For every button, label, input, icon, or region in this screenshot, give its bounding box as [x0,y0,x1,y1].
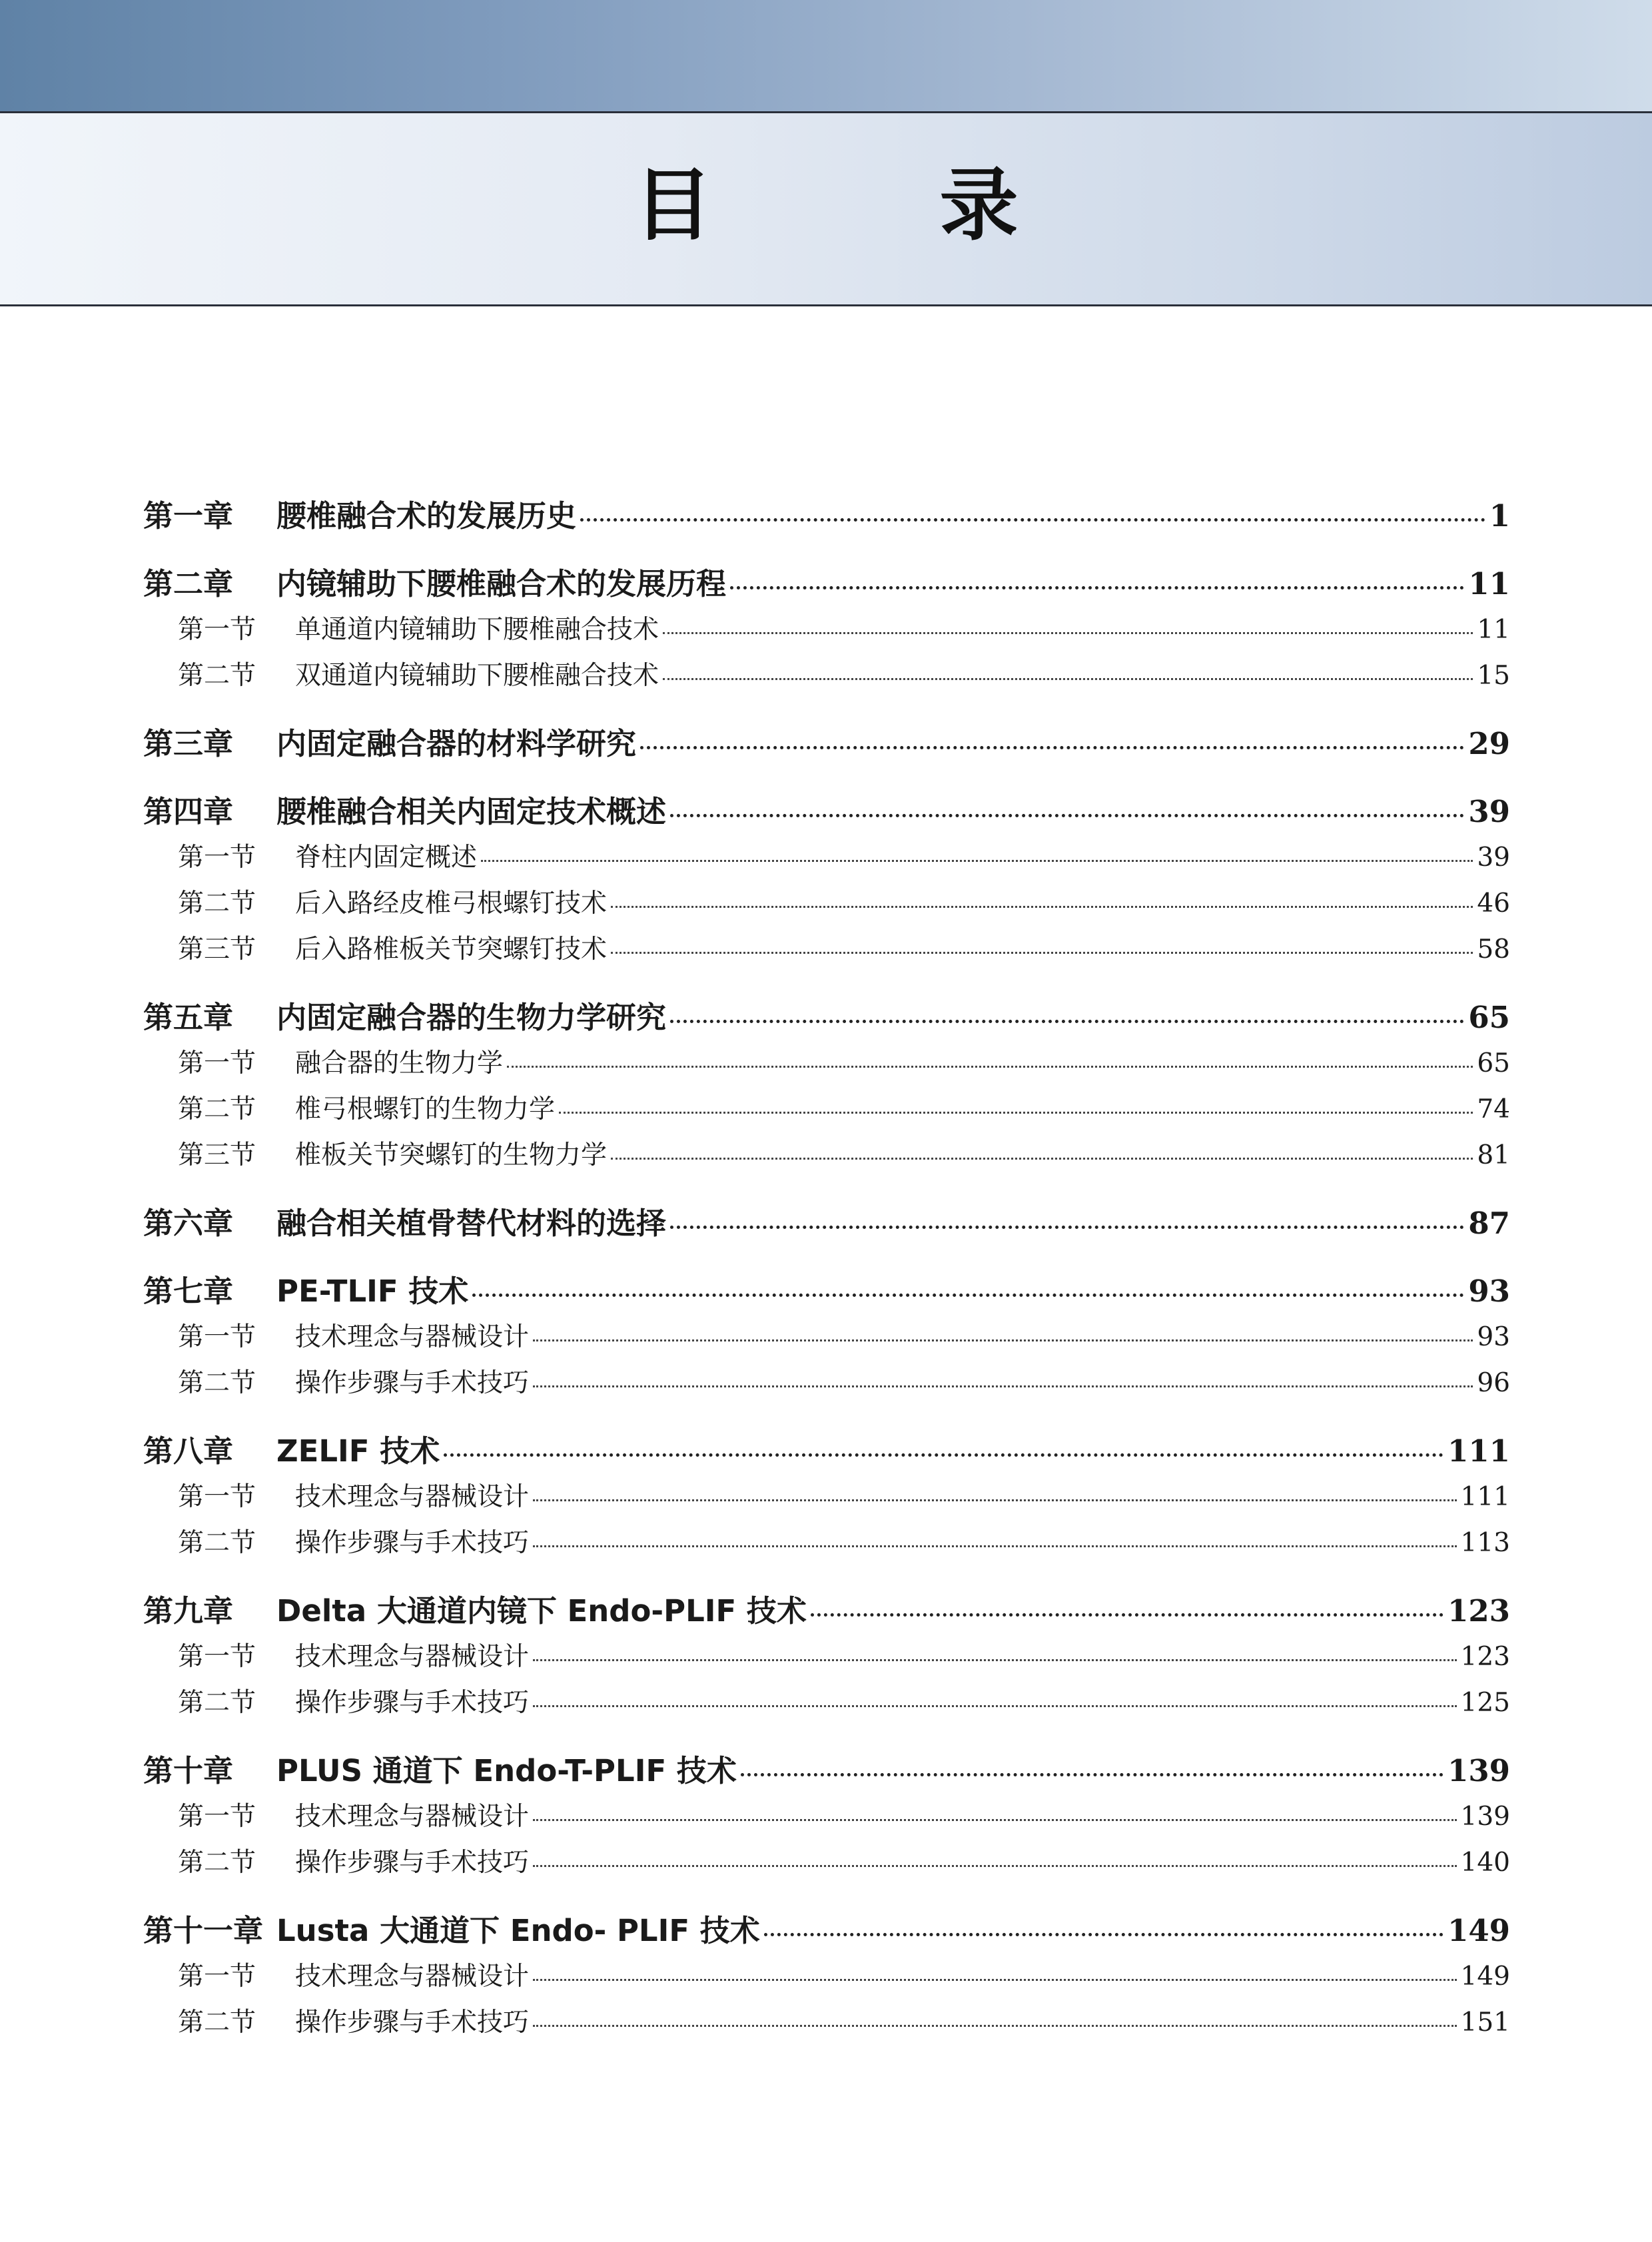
chapter-page-number: 29 [1468,726,1510,761]
section-number: 第二节 [178,1528,256,1558]
chapter-number: 第六章 [143,1206,234,1241]
header-color-band [0,0,1652,113]
dot-leader [611,1138,1473,1164]
section-number: 第二节 [178,1094,256,1124]
section-title: 操作步骤与手术技巧 [295,1848,530,1878]
dot-leader [611,932,1473,958]
section-number: 第一节 [178,1642,256,1672]
table-of-contents [143,493,1510,2046]
dot-leader [507,1046,1473,1072]
section-number: 第二节 [178,889,256,919]
toc-chapter-row[interactable] [143,1588,1510,1634]
section-page-number: 39 [1477,843,1510,873]
dot-leader [481,840,1473,866]
toc-chapter-row[interactable] [143,1200,1510,1246]
section-number: 第三节 [178,934,256,964]
chapter-title: 内固定融合器的生物力学研究 [276,1000,667,1035]
chapter-page-number: 111 [1447,1433,1510,1469]
section-page-number: 96 [1477,1368,1510,1398]
section-number: 第二节 [178,1688,256,1718]
chapter-number: 第一章 [143,498,234,534]
section-number: 第二节 [178,2008,256,2038]
dot-leader [533,1845,1457,1871]
toc-section-row[interactable] [143,1314,1510,1360]
section-number: 第二节 [178,1368,256,1398]
section-page-number: 125 [1460,1688,1510,1718]
section-number: 第二节 [178,661,256,691]
toc-section-row[interactable] [143,927,1510,972]
chapter-title: 腰椎融合相关内固定技术概述 [276,794,667,829]
chapter-title: 腰椎融合术的发展历史 [276,498,577,534]
section-page-number: 111 [1460,1482,1510,1512]
toc-chapter-row[interactable] [143,1908,1510,1954]
chapter-page-number: 65 [1468,1000,1510,1035]
dot-leader [533,2005,1457,2031]
dot-leader [764,1911,1444,1941]
section-title: 技术理念与器械设计 [295,1962,530,1992]
toc-chapter-row[interactable] [143,1748,1510,1794]
dot-leader [533,1319,1473,1345]
section-page-number: 140 [1460,1848,1510,1878]
toc-chapter-row[interactable] [143,994,1510,1040]
section-page-number: 113 [1460,1528,1510,1558]
dot-leader [533,1365,1473,1391]
toc-section-row[interactable] [143,1680,1510,1726]
section-number: 第二节 [178,1848,256,1878]
dot-leader [741,1751,1444,1781]
toc-section-row[interactable] [143,1954,1510,2000]
dot-leader [670,792,1464,822]
section-page-number: 93 [1477,1322,1510,1352]
section-page-number: 65 [1477,1048,1510,1078]
toc-chapter-row[interactable] [143,1428,1510,1474]
dot-leader [640,724,1464,754]
chapter-number: 第八章 [143,1433,234,1469]
chapter-number: 第五章 [143,1000,234,1035]
section-title: 技术理念与器械设计 [295,1642,530,1672]
section-title: 操作步骤与手术技巧 [295,1688,530,1718]
chapter-title: PE-TLIF 技术 [276,1274,469,1309]
chapter-page-number: 123 [1447,1593,1510,1629]
chapter-page-number: 149 [1447,1913,1510,1948]
chapter-title: Delta 大通道内镜下 Endo-PLIF 技术 [276,1593,807,1629]
dot-leader [611,886,1473,912]
toc-section-row[interactable] [143,1132,1510,1178]
section-title: 操作步骤与手术技巧 [295,1528,530,1558]
section-page-number: 81 [1477,1140,1510,1170]
toc-section-row[interactable] [143,1474,1510,1520]
dot-leader [533,1959,1457,1985]
section-title: 融合器的生物力学 [295,1048,504,1078]
section-title: 椎弓根螺钉的生物力学 [295,1094,556,1124]
toc-section-row[interactable] [143,835,1510,881]
dot-leader [533,1799,1457,1825]
section-number: 第一节 [178,1802,256,1832]
section-number: 第一节 [178,615,256,645]
chapter-number: 第九章 [143,1593,234,1629]
dot-leader [533,1685,1457,1711]
chapter-page-number: 39 [1468,794,1510,829]
chapter-title: 融合相关植骨替代材料的选择 [276,1206,667,1241]
chapter-page-number: 11 [1468,566,1510,601]
toc-section-row[interactable] [143,1360,1510,1406]
dot-leader [533,1479,1457,1505]
toc-section-row[interactable] [143,1794,1510,1840]
chapter-title: 内固定融合器的材料学研究 [276,726,637,761]
section-page-number: 74 [1477,1094,1510,1124]
dot-leader [730,564,1464,594]
chapter-title: ZELIF 技术 [276,1433,440,1469]
section-page-number: 123 [1460,1642,1510,1672]
section-title: 操作步骤与手术技巧 [295,1368,530,1398]
section-number: 第一节 [178,1962,256,1992]
toc-chapter-row[interactable] [143,721,1510,767]
section-page-number: 11 [1477,615,1510,645]
section-page-number: 46 [1477,889,1510,919]
dot-leader [559,1092,1473,1118]
page-title: 目 录 [633,159,1118,251]
section-page-number: 15 [1477,661,1510,691]
chapter-number: 第十一章 [143,1913,264,1948]
section-number: 第一节 [178,1482,256,1512]
dot-leader [580,496,1485,526]
toc-chapter-row[interactable] [143,1268,1510,1314]
dot-leader [533,1525,1457,1551]
dot-leader [472,1272,1464,1302]
section-title: 脊柱内固定概述 [295,843,478,873]
toc-section-row[interactable] [143,607,1510,653]
dot-leader [670,1204,1464,1234]
toc-section-row[interactable] [143,1634,1510,1680]
section-page-number: 151 [1460,2008,1510,2038]
section-title: 操作步骤与手术技巧 [295,2008,530,2038]
toc-section-row[interactable] [143,1840,1510,1886]
chapter-page-number: 93 [1468,1274,1510,1309]
section-number: 第一节 [178,1048,256,1078]
section-page-number: 139 [1460,1802,1510,1832]
dot-leader [663,612,1473,638]
toc-section-row[interactable] [143,2000,1510,2046]
section-title: 双通道内镜辅助下腰椎融合技术 [295,661,659,691]
dot-leader [533,1639,1457,1665]
toc-section-row[interactable] [143,1520,1510,1566]
section-number: 第一节 [178,1322,256,1352]
dot-leader [663,658,1473,684]
chapter-number: 第七章 [143,1274,234,1309]
section-number: 第一节 [178,843,256,873]
section-title: 技术理念与器械设计 [295,1482,530,1512]
chapter-title: PLUS 通道下 Endo-T-PLIF 技术 [276,1753,737,1788]
chapter-title: 内镜辅助下腰椎融合术的发展历程 [276,566,727,601]
toc-section-row[interactable] [143,1040,1510,1086]
chapter-title: Lusta 大通道下 Endo- PLIF 技术 [276,1913,760,1948]
chapter-number: 第三章 [143,726,234,761]
section-title: 椎板关节突螺钉的生物力学 [295,1140,608,1170]
toc-section-row[interactable] [143,881,1510,927]
section-title: 后入路椎板关节突螺钉技术 [295,934,608,964]
toc-chapter-row[interactable] [143,789,1510,835]
section-page-number: 58 [1477,934,1510,964]
chapter-page-number: 1 [1489,498,1510,534]
toc-section-row[interactable] [143,653,1510,699]
chapter-page-number: 139 [1447,1753,1510,1788]
chapter-page-number: 87 [1468,1206,1510,1241]
section-title: 后入路经皮椎弓根螺钉技术 [295,889,608,919]
chapter-number: 第十章 [143,1753,234,1788]
dot-leader [444,1431,1444,1461]
section-number: 第三节 [178,1140,256,1170]
chapter-number: 第四章 [143,794,234,829]
section-title: 技术理念与器械设计 [295,1802,530,1832]
section-page-number: 149 [1460,1962,1510,1992]
toc-chapter-row[interactable] [143,493,1510,539]
dot-leader [670,998,1464,1028]
dot-leader [811,1591,1444,1621]
section-title: 单通道内镜辅助下腰椎融合技术 [295,615,659,645]
chapter-number: 第二章 [143,566,234,601]
section-title: 技术理念与器械设计 [295,1322,530,1352]
toc-section-row[interactable] [143,1086,1510,1132]
toc-chapter-row[interactable] [143,561,1510,607]
